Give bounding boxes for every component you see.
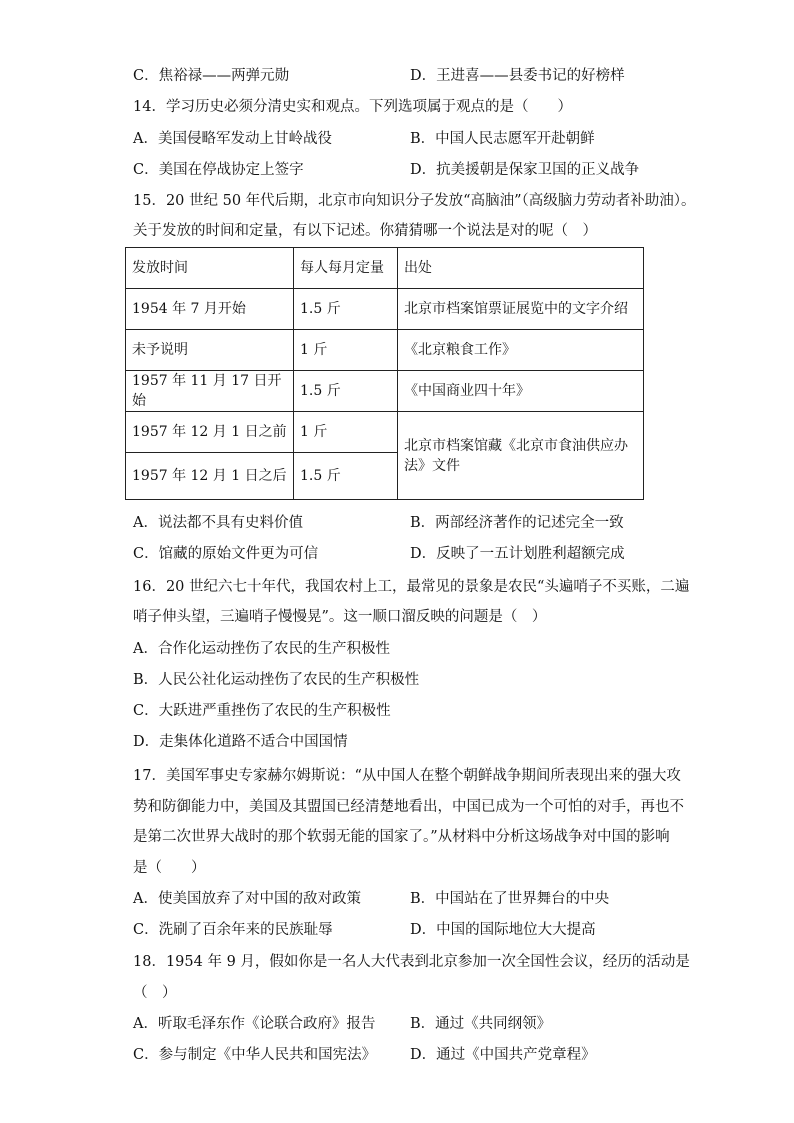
- table-cell: 1.5 斤: [294, 289, 398, 330]
- table-row: [126, 412, 644, 453]
- q15-option-b: B．两部经济著作的记述完全一致: [410, 515, 624, 531]
- q18-option-c: C．参与制定《中华人民共和国宪法》: [133, 1047, 377, 1063]
- q16-option-c: C．大跃进严重挫伤了农民的生产积极性: [133, 703, 391, 719]
- q18-stem-line-2: （ ）: [133, 985, 177, 1001]
- q18-stem-line-1: 18．1954 年 9 月，假如你是一名人大代表到北京参加一次全国性会议，经历的活动是: [133, 954, 690, 970]
- q17-stem-line-3: 是第二次世界大战时的那个软弱无能的国家了。”从材料中分析这场战争对中国的影响: [133, 829, 670, 845]
- table-cell: 1957 年 11 月 17 日开始: [126, 371, 294, 412]
- q15-option-d: D．反映了一五计划胜利超额完成: [410, 546, 625, 562]
- q18-option-a: A．听取毛泽东作《论联合政府》报告: [133, 1016, 376, 1032]
- q18-option-b: B．通过《共同纲领》: [410, 1016, 552, 1032]
- q13-option-c: C．焦裕禄——两弹元勋: [133, 68, 290, 84]
- q16-stem-line-2: 哨子伸头望，三遍哨子慢慢晃”。这一顺口溜反映的问题是（ ）: [133, 609, 547, 625]
- q16-option-d: D．走集体化道路不适合中国国情: [133, 734, 348, 750]
- q17-option-d: D．中国的国际地位大大提高: [410, 922, 596, 938]
- q14-stem: 14．学习历史必须分清史实和观点。下列选项属于观点的是（ ）: [133, 99, 572, 115]
- q17-stem-line-1: 17．美国军事史专家赫尔姆斯说：“从中国人在整个朝鲜战争期间所表现出来的强大攻: [133, 768, 681, 784]
- table-row: [126, 371, 644, 412]
- q16-option-a: A．合作化运动挫伤了农民的生产积极性: [133, 641, 390, 657]
- q13-option-d: D．王进喜——县委书记的好榜样: [410, 68, 625, 84]
- table-cell: 1 斤: [294, 330, 398, 371]
- q15-source-table: [125, 247, 644, 500]
- table-cell: 1957 年 12 月 1 日之前: [126, 412, 294, 453]
- table-cell: 1.5 斤: [294, 371, 398, 412]
- table-cell: 1.5 斤: [294, 453, 398, 500]
- q15-option-c: C．馆藏的原始文件更为可信: [133, 546, 319, 562]
- table-cell: 北京市档案馆票证展览中的文字介绍: [398, 289, 644, 330]
- table-cell: 1957 年 12 月 1 日之后: [126, 453, 294, 500]
- table-cell: 《中国商业四十年》: [398, 371, 644, 412]
- q14-option-b: B．中国人民志愿军开赴朝鲜: [410, 131, 595, 147]
- q18-option-d: D．通过《中国共产党章程》: [410, 1047, 596, 1063]
- table-cell: 《北京粮食工作》: [398, 330, 644, 371]
- table-cell: 1 斤: [294, 412, 398, 453]
- q17-option-c: C．洗刷了百余年来的民族耻辱: [133, 922, 333, 938]
- table-cell-merged: 北京市档案馆藏《北京市食油供应办法》文件: [398, 412, 644, 500]
- header-cell: 出处: [398, 248, 644, 289]
- header-cell: 发放时间: [126, 248, 294, 289]
- q15-option-a: A．说法都不具有史料价值: [133, 515, 303, 531]
- table-cell: 1954 年 7 月开始: [126, 289, 294, 330]
- q15-stem-line-2: 关于发放的时间和定量，有以下记述。你猜猜哪一个说法是对的呢（ ）: [133, 223, 597, 239]
- table-cell: 未予说明: [126, 330, 294, 371]
- q17-option-b: B．中国站在了世界舞台的中央: [410, 891, 610, 907]
- q17-option-a: A．使美国放弃了对中国的敌对政策: [133, 891, 361, 907]
- header-cell: 每人每月定量: [294, 248, 398, 289]
- q17-stem-line-2: 势和防御能力中，美国及其盟国已经清楚地看出，中国已成为一个可怕的对手，再也不: [133, 799, 684, 815]
- table-row: [126, 289, 644, 330]
- table-header-row: [126, 248, 644, 289]
- q17-stem-line-4: 是（ ）: [133, 860, 206, 876]
- q16-option-b: B．人民公社化运动挫伤了农民的生产积极性: [133, 672, 420, 688]
- q14-option-d: D．抗美援朝是保家卫国的正义战争: [410, 162, 640, 178]
- q16-stem-line-1: 16．20 世纪六七十年代，我国农村上工，最常见的景象是农民“头遍哨子不买账，二遍: [133, 579, 690, 595]
- table-row: [126, 330, 644, 371]
- q14-option-c: C．美国在停战协定上签字: [133, 162, 304, 178]
- q15-stem-line-1: 15．20 世纪 50 年代后期，北京市向知识分子发放“高脑油”（高级脑力劳动者补助油）。: [133, 193, 696, 209]
- q14-option-a: A．美国侵略军发动上甘岭战役: [133, 131, 332, 147]
